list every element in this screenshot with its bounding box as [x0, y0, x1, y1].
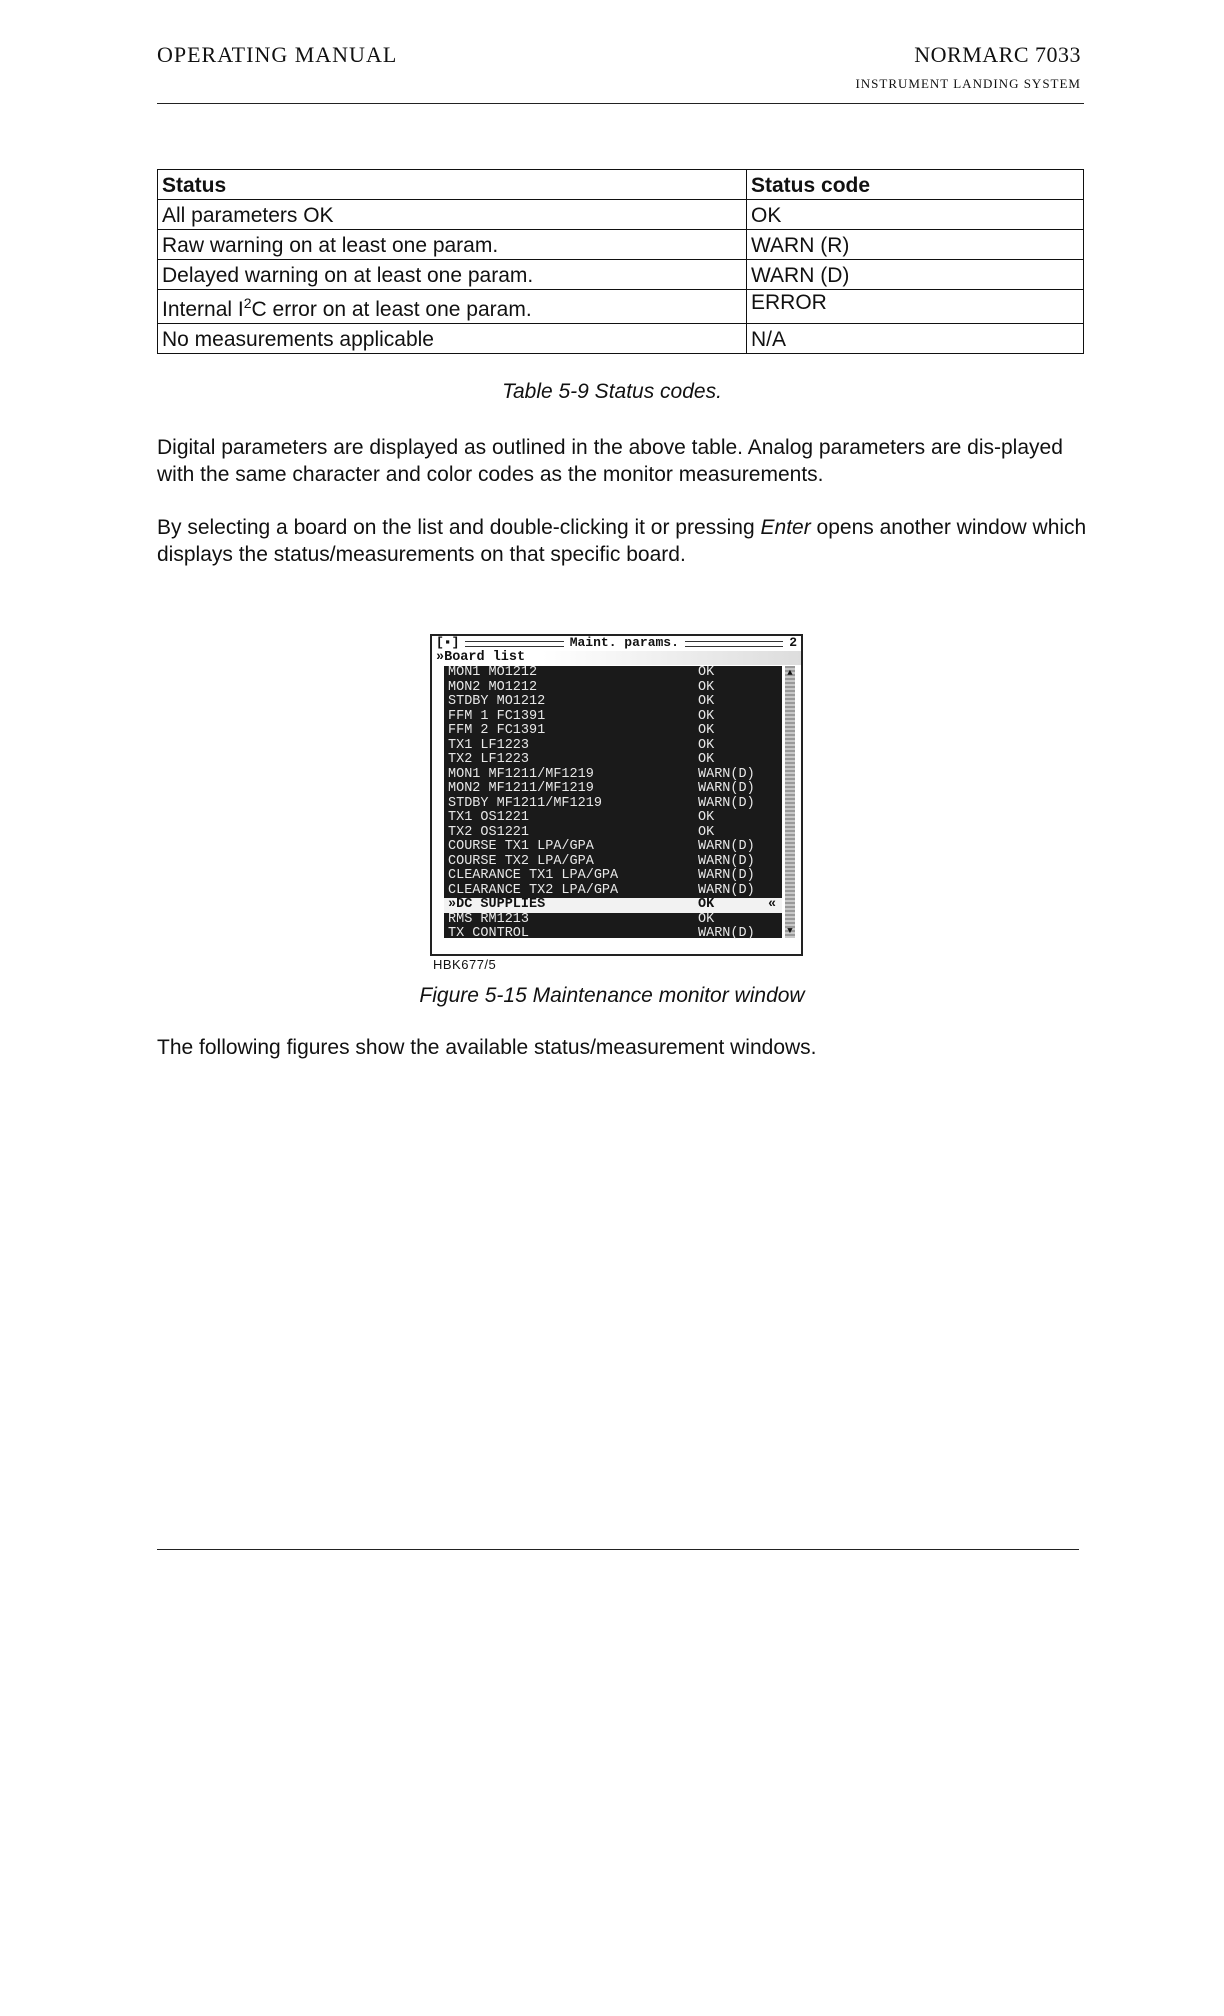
board-name: MON2 MO1212: [448, 679, 538, 695]
paragraph-following-figures: The following figures show the available status/measurement windows.: [157, 1036, 817, 1059]
board-name: MON2 MF1211/MF1219: [448, 781, 594, 796]
board-name: MON1 MO1212: [448, 665, 538, 680]
board-list-item[interactable]: [444, 768, 782, 783]
status-codes-table: [157, 169, 1084, 354]
board-name: TX1 OS1221: [448, 810, 530, 825]
board-status: OK: [698, 723, 715, 738]
code-cell: WARN (D): [747, 260, 1084, 290]
board-status: OK: [698, 824, 715, 840]
board-list-item[interactable]: [444, 913, 782, 928]
product-name: NORMARC 7033: [914, 42, 1081, 67]
manual-title: OPERATING MANUAL: [157, 42, 398, 67]
enter-key-text: Enter: [760, 516, 811, 539]
board-name: CLEARANCE TX2 LPA/GPA: [448, 882, 619, 898]
board-list-item[interactable]: [444, 898, 782, 913]
code-cell: WARN (R): [747, 230, 1084, 260]
table-row: [158, 230, 1084, 260]
paragraph-text: By selecting a board on the list and double-clicking it or pressing: [157, 516, 761, 539]
status-cell: Delayed warning on at least one param.: [158, 260, 747, 290]
board-list-item[interactable]: [444, 666, 782, 681]
board-list-item[interactable]: [444, 797, 782, 812]
board-list-item[interactable]: [444, 884, 782, 899]
status-cell: Raw warning on at least one param.: [158, 230, 747, 260]
board-list-item[interactable]: [444, 739, 782, 754]
status-cell: [158, 290, 747, 324]
board-list: [444, 665, 782, 941]
board-list-item[interactable]: [444, 724, 782, 739]
board-status: WARN(D): [698, 926, 755, 941]
board-name: MON1 MF1211/MF1219: [448, 766, 594, 782]
board-name: FFM 1 FC1391: [448, 708, 546, 724]
board-status: OK: [698, 708, 715, 724]
board-list-item[interactable]: [444, 840, 782, 855]
board-status: WARN(D): [698, 868, 755, 883]
board-list-item[interactable]: [444, 927, 782, 942]
board-list-item[interactable]: [444, 855, 782, 870]
selection-marker: «: [768, 897, 777, 912]
title-line: [685, 641, 783, 647]
board-name: STDBY MO1212: [448, 694, 546, 709]
figure-caption: Figure 5-15 Maintenance monitor window: [419, 984, 805, 1007]
board-status: WARN(D): [698, 839, 755, 854]
figure-id: HBK677/5: [433, 957, 497, 972]
board-name: FFM 2 FC1391: [448, 723, 546, 738]
board-status: OK: [698, 897, 715, 912]
board-status: WARN(D): [698, 766, 755, 782]
window-title-bar: [432, 636, 801, 651]
board-status: OK: [698, 810, 715, 825]
board-status: OK: [698, 694, 715, 709]
table-row: [158, 200, 1084, 230]
board-name: COURSE TX1 LPA/GPA: [448, 839, 594, 854]
status-cell: All parameters OK: [158, 200, 747, 230]
board-status: WARN(D): [698, 795, 755, 811]
table-caption: Table 5-9 Status codes.: [502, 380, 722, 403]
status-cell: No measurements applicable: [158, 324, 747, 354]
board-status: OK: [698, 679, 715, 695]
product-header: [855, 42, 1081, 92]
board-list-item[interactable]: [444, 681, 782, 696]
window-close-icon[interactable]: [▪]: [436, 635, 460, 651]
board-list-item[interactable]: [444, 695, 782, 710]
code-cell: N/A: [747, 324, 1084, 354]
status-text-post: C error on at least one param.: [251, 298, 532, 321]
table-row: [158, 324, 1084, 354]
board-status: WARN(D): [698, 781, 755, 796]
table-header-row: [158, 170, 1084, 200]
header-rule: [157, 103, 1084, 104]
scroll-up-icon[interactable]: ▲: [787, 668, 793, 678]
board-name: »DC SUPPLIES: [448, 897, 546, 912]
board-list-item[interactable]: [444, 753, 782, 768]
board-status: OK: [698, 911, 715, 927]
status-superscript: 2: [243, 295, 252, 311]
paragraph-text: opens another window which displays the status/measurements on that specific board.: [157, 516, 1087, 566]
board-name: RMS RM1213: [448, 911, 530, 927]
code-cell: ERROR: [747, 290, 1084, 324]
table-row: [158, 260, 1084, 290]
board-list-heading: »Board list: [432, 651, 801, 665]
board-status: OK: [698, 752, 715, 767]
table-row: [158, 290, 1084, 324]
board-name: CLEARANCE TX1 LPA/GPA: [448, 868, 619, 883]
window-title: Maint. params.: [569, 635, 679, 651]
product-subtitle: INSTRUMENT LANDING SYSTEM: [855, 76, 1081, 91]
title-line: [465, 641, 563, 647]
board-name: TX2 LF1223: [448, 752, 530, 767]
status-column-header: Status: [158, 170, 747, 200]
board-status: OK: [698, 737, 715, 753]
board-list-item[interactable]: [444, 811, 782, 826]
board-name: TX1 LF1223: [448, 737, 530, 753]
board-name: TX CONTROL: [448, 926, 530, 941]
footer-rule: [157, 1549, 1079, 1550]
scroll-down-icon[interactable]: ▼: [787, 925, 793, 936]
paragraph-board-select: [157, 514, 1087, 568]
board-status: OK: [698, 665, 715, 680]
board-name: COURSE TX2 LPA/GPA: [448, 853, 594, 869]
board-status: WARN(D): [698, 882, 755, 898]
board-list-item[interactable]: [444, 710, 782, 725]
board-name: TX2 OS1221: [448, 824, 530, 840]
paragraph-digital-params: Digital parameters are displayed as outlined in the above table. Analog parameters are dis-played with the same character and color codes as the monitor measurements.: [157, 436, 1063, 486]
board-status: WARN(D): [698, 853, 755, 869]
board-list-item[interactable]: [444, 869, 782, 884]
maintenance-monitor-window: [430, 634, 803, 956]
scrollbar[interactable]: [785, 666, 795, 938]
board-name: STDBY MF1211/MF1219: [448, 795, 602, 811]
window-number: 2: [789, 635, 797, 651]
status-text-pre: Internal I: [162, 298, 244, 321]
board-list-item[interactable]: [444, 782, 782, 797]
status-code-column-header: Status code: [747, 170, 1084, 200]
board-list-item[interactable]: [444, 826, 782, 841]
code-cell: OK: [747, 200, 1084, 230]
